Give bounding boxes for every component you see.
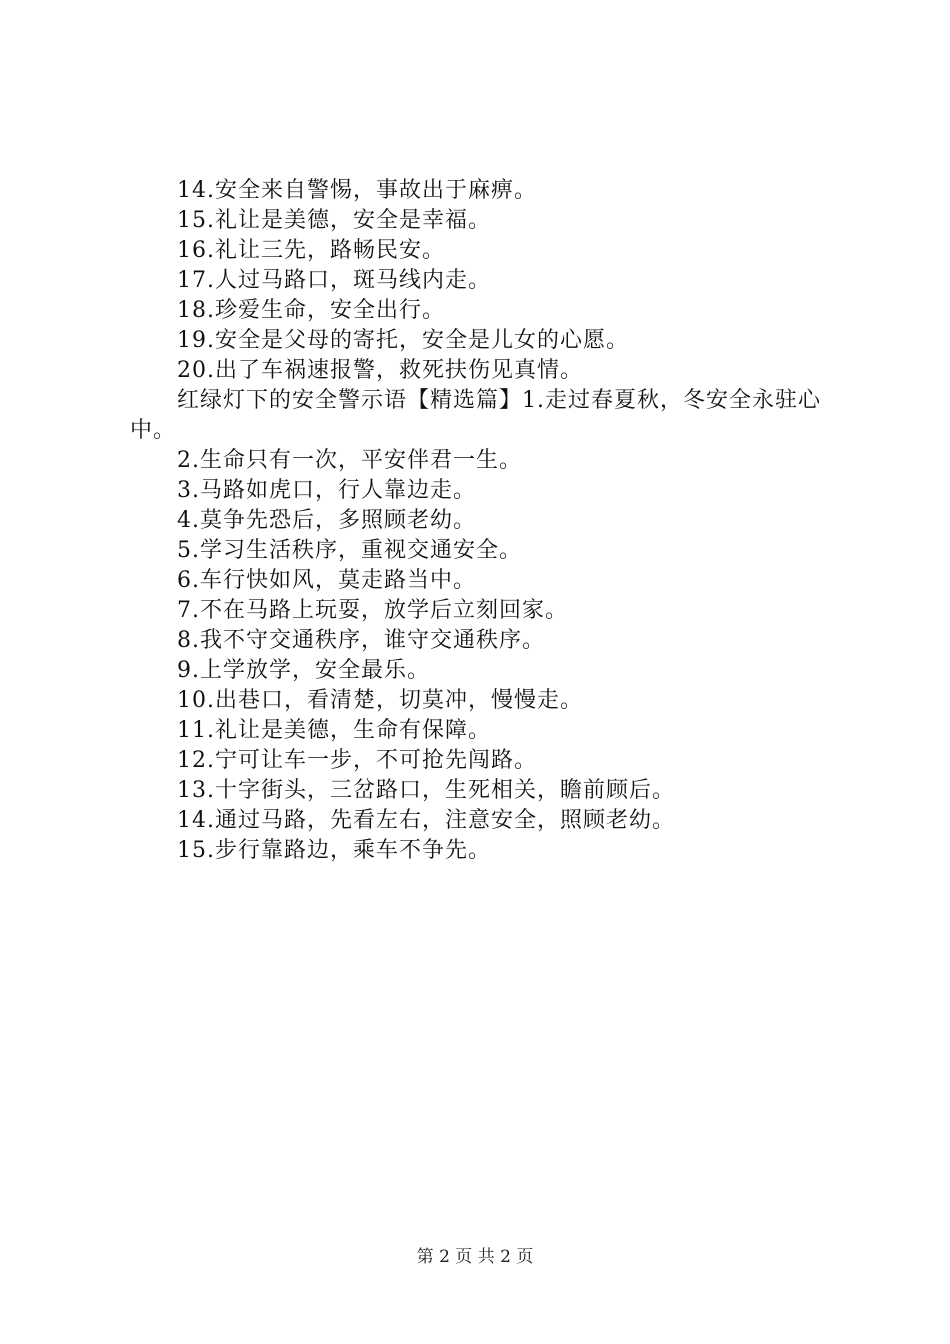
list-item: 7.不在马路上玩耍，放学后立刻回家。 — [177, 598, 568, 623]
list-item: 8.我不守交通秩序，谁守交通秩序。 — [177, 628, 545, 653]
list-item: 5.学习生活秩序，重视交通安全。 — [177, 538, 522, 563]
list-item: 6.车行快如风，莫走路当中。 — [177, 568, 476, 593]
list-item: 12.宁可让车一步，不可抢先闯路。 — [177, 748, 537, 773]
list-item: 10.出巷口，看清楚，切莫冲，慢慢走。 — [177, 688, 583, 713]
list-item: 18.珍爱生命，安全出行。 — [177, 298, 445, 323]
list-item: 15.礼让是美德，安全是幸福。 — [177, 208, 491, 233]
document-body — [130, 176, 830, 866]
list-item: 14.安全来自警惕，事故出于麻痹。 — [177, 178, 537, 203]
list-item: 17.人过马路口，斑马线内走。 — [177, 268, 491, 293]
list-item: 19.安全是父母的寄托，安全是儿女的心愿。 — [177, 328, 629, 353]
list-item: 15.步行靠路边，乘车不争先。 — [177, 838, 491, 863]
page-footer: 第 2 页 共 2 页 — [416, 1247, 534, 1267]
list-item: 4.莫争先恐后，多照顾老幼。 — [177, 508, 476, 533]
list-item: 16.礼让三先，路畅民安。 — [177, 238, 445, 263]
list-item: 13.十字街头，三岔路口，生死相关，瞻前顾后。 — [177, 778, 675, 803]
section-paragraph: 红绿灯下的安全警示语【精选篇】1.走过春夏秋，冬安全永驻心中。 — [130, 388, 821, 443]
list-item: 9.上学放学，安全最乐。 — [177, 658, 430, 683]
list-item: 3.马路如虎口，行人靠边走。 — [177, 478, 476, 503]
list-item: 2.生命只有一次，平安伴君一生。 — [177, 448, 522, 473]
list-item: 20.出了车祸速报警，救死扶伤见真情。 — [177, 358, 583, 383]
list-item: 14.通过马路，先看左右，注意安全，照顾老幼。 — [177, 808, 675, 833]
list-item: 11.礼让是美德，生命有保障。 — [177, 718, 491, 743]
